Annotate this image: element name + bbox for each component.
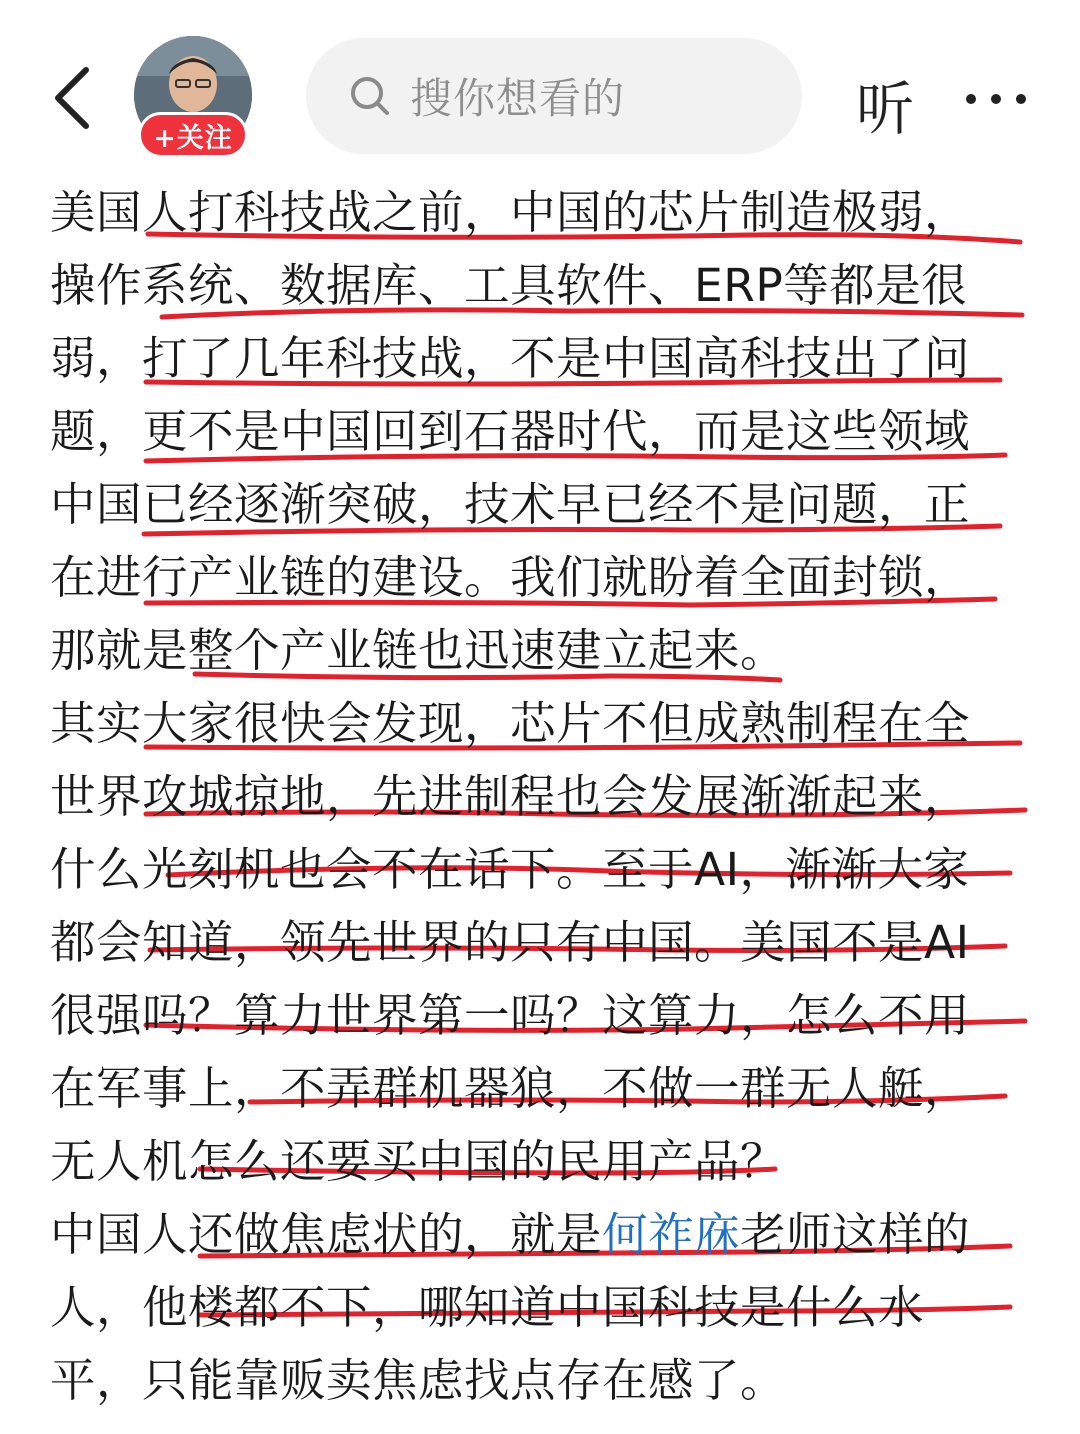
post-line: [50, 687, 1050, 760]
post-line-text: 都会知道，领先世界的只有中国。美国不是AI: [50, 916, 970, 969]
post-line-text: 人，他楼都不下，哪知道中国科技是什么水: [50, 1281, 925, 1334]
post-line: [50, 249, 1050, 322]
follow-button[interactable]: +关注: [138, 112, 248, 158]
post-line-text: 在进行产业链的建设。我们就盼着全面封锁，: [50, 551, 971, 604]
search-placeholder: 搜你想看的: [410, 74, 626, 123]
post-line-text: 中国已经逐渐突破，技术早已经不是问题，正: [50, 478, 971, 531]
post-text-segment: 中国人还做焦虑状的，就是: [50, 1208, 603, 1261]
post-line-text: 什么光刻机也会不在话下。至于AI，渐渐大家: [50, 843, 970, 896]
top-bar: [0, 0, 1080, 170]
post-line: [50, 395, 1050, 468]
post-line-text: 操作系统、数据库、工具软件、ERP等都是很: [50, 259, 968, 312]
post-line-text: 其实大家很快会发现，芯片不但成熟制程在全: [50, 697, 971, 750]
post-line: [50, 541, 1050, 614]
author-avatar-group[interactable]: [132, 36, 254, 160]
post-line-text: 在军事上，不弄群机器狼，不做一群无人艇，: [50, 1062, 971, 1115]
post-line: [50, 1271, 1050, 1344]
post-line-text: 那就是整个产业链也迅速建立起来。: [50, 624, 787, 677]
mention-link[interactable]: 何祚庥: [602, 1208, 741, 1261]
post-line-text: 很强吗？算力世界第一吗？这算力，怎么不用: [50, 989, 971, 1042]
post-line: [50, 833, 1050, 906]
post-line: [50, 760, 1050, 833]
post-line: [50, 906, 1050, 979]
post-line-text: 世界攻城掠地，先进制程也会发展渐渐起来，: [50, 770, 971, 823]
post-text-segment: 老师这样的: [740, 1208, 971, 1261]
search-input[interactable]: [306, 38, 802, 154]
post-line-text: 美国人打科技战之前，中国的芯片制造极弱，: [50, 186, 971, 239]
post-line-text: 题，更不是中国回到石器时代，而是这些领域: [50, 405, 971, 458]
post-line: [50, 176, 1050, 249]
search-icon: [346, 72, 394, 120]
post-line: [50, 1052, 1050, 1125]
post-line: [50, 1198, 1050, 1271]
more-icon[interactable]: [966, 94, 1026, 106]
post-line-text: [50, 1208, 970, 1261]
post-line: [50, 1344, 1050, 1417]
post-line-text: 弱，打了几年科技战，不是中国高科技出了问: [50, 332, 971, 385]
post-line-text: 平，只能靠贩卖焦虑找点存在感了。: [50, 1354, 787, 1407]
post-line: [50, 979, 1050, 1052]
back-button[interactable]: [40, 62, 110, 132]
post-line: [50, 614, 1050, 687]
post-line: [50, 1125, 1050, 1198]
post-body: [50, 176, 1050, 1417]
listen-button[interactable]: 听: [856, 75, 915, 143]
post-line: [50, 322, 1050, 395]
post-line-text: 无人机怎么还要买中国的民用产品？: [50, 1135, 787, 1188]
chevron-left-icon: [40, 62, 110, 132]
post-line: [50, 468, 1050, 541]
